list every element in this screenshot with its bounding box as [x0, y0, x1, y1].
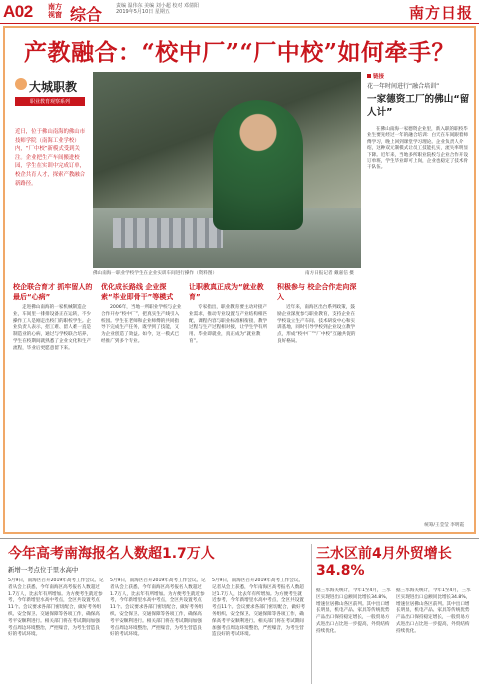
brand-icon [15, 78, 27, 90]
column-heading: 校企联合育才 抓牢留人的最后“心病” [13, 283, 93, 301]
meta-date: 2019年5月10日 星期五 [116, 9, 170, 15]
photo-caption: 佛山南海一职业学校学生在企业实训车间进行操作（资料图） [93, 271, 218, 276]
column-brand [15, 78, 85, 120]
feature-headline: 产教融合：“校中厂”“厂中校”如何牵手？ [24, 39, 455, 66]
story-headline: 今年高考南海报名人数超1.7万人 [8, 546, 215, 562]
photo-credit: 南方日报记者 戴嘉信 摄 [305, 271, 354, 276]
column-heading: 积极参与 校企合作走向深入 [277, 283, 357, 301]
feature-photo [93, 72, 361, 268]
story-text: 5月9日，南海区召开2019年高考工作会议。记者从会上获悉，今年南海区高考报名人数超过1.7万人，比去年有所增加。为方便考生就近参考，今年新增里水高中考点，全区共设置考点11个。会议要求各部门密切配合，做好考务组织、安全保卫、交通保障等各项工作，确保高考平安顺利进行。相关部门将在考试期间加强考点周边环境整治，严控噪音，为考生营造良好的考试环境。 [110, 578, 206, 638]
article-column [101, 280, 183, 528]
article-column [13, 280, 95, 528]
story-gaokao [8, 546, 308, 688]
column-divider [311, 544, 312, 684]
column-text: 2006年，当地一所职业学校与企业合作开办“校中厂”，把真实生产线引入校园。学生在老师和企业师傅的共同指导下完成生产任务，既学到了技能，又为企业创造了效益。如今，这一模式已经推广到多个专业。 [101, 305, 182, 344]
sidebar-body: 在佛山南海一家德资企业里，新入职的职校毕业生要先经过一年的融合培训：白天在车间跟着师傅学习，晚上回到课堂学习理论。企业负责人介绍，这种双元制模式让员工技能扎实，流失率明显下降。近年来，当地多所职业院校与企业合作开设订单班，学生毕业即可上岗，企业也稳定了技术骨干队伍。 [367, 127, 469, 171]
story-text: 据三水海关统计，今年1至4月，三水区实现进出口总额同比增长34.8%，增速位居佛山各区前列。其中出口增长明显，机电产品、家具等传统优势产品出口保持稳定增长，一般贸易方式进出口占比进一步提高，外贸结构持续优化。 [396, 588, 471, 634]
lead-paragraph: 近日，位于佛山南海的佛山市技师学院（南海工业学校）内，“厂中校”新模式受到关注。企业把生产车间搬进校园，学生在实训中完成订单，校企共育人才，探索产教融合新路径。 [15, 129, 86, 187]
column-heading: 优化成长路线 企业探索“毕业即骨干”等模式 [101, 283, 174, 301]
newspaper-logo: 南方日报 [408, 4, 473, 22]
sidebar-kicker: 链接 [367, 72, 471, 80]
sidebar-title: 一家德资工厂的佛山“留人计” [367, 94, 470, 118]
section-name: 综合 [70, 5, 103, 24]
article-columns [13, 280, 363, 528]
story-trade [316, 546, 474, 688]
story-body [8, 578, 308, 688]
column-text: 近年来，南海区出台系列政策，鼓励企业深度参与职业教育，支持企业在学校设立生产车间、技术研发中心和实训基地，同时引导学校到企业设立教学点，形成“校中厂”“厂中校”互融共促的良好格局。 [277, 305, 356, 344]
brand-subtitle: 职业教育观察系列 [15, 97, 85, 106]
story-subhead: 新增一考点位于里水高中 [8, 566, 79, 574]
feature-frame [3, 26, 476, 534]
column-text: 走进佛山南海的一家机械制造企业，车间里一排排设备正在运转，不少操作工人是刚走出校门的职校学生。企业负责人表示，招工难、留人难一直是制造业的心病，通过与学校联合培养，学生在校期间就熟悉了企业文化和生产流程，毕业后更愿意留下来。 [13, 305, 92, 351]
photo-student [213, 100, 303, 230]
bottom-divider [0, 538, 479, 539]
editor-credit: 统筹/王莹莹 李明霞 [424, 523, 464, 528]
sidebar-subtitle: 花一年时间进行“融合培训” [367, 83, 440, 90]
sidebar-link [367, 72, 471, 528]
masthead [0, 0, 479, 24]
page-meta [116, 3, 199, 15]
photo-parts [113, 218, 223, 248]
story-body [316, 588, 474, 688]
meta-staff: 责编 温伟东 美编 刘小超 校对 邓倩阳 [116, 3, 199, 9]
masthead-rule [0, 23, 479, 24]
story-text: 5月9日，南海区召开2019年高考工作会议。记者从会上获悉，今年南海区高考报名人数超过1.7万人，比去年有所增加。为方便考生就近参考，今年新增里水高中考点，全区共设置考点11个。会议要求各部门密切配合，做好考务组织、安全保卫、交通保障等各项工作，确保高考平安顺利进行。相关部门将在考试期间加强考点周边环境整治，严控噪音，为考生营造良好的考试环境。 [212, 578, 306, 638]
edition-number: A02 [3, 2, 33, 21]
story-text: 5月9日，南海区召开2019年高考工作会议。记者从会上获悉，今年南海区高考报名人数超过1.7万人，比去年有所增加。为方便考生就近参考，今年新增里水高中考点，全区共设置考点11个。会议要求各部门密切配合，做好考务组织、安全保卫、交通保障等各项工作，确保高考平安顺利进行。相关部门将在考试期间加强考点周边环境整治，严控噪音，为考生营造良好的考试环境。 [8, 578, 104, 638]
brand-name: 大城职教 [29, 80, 78, 94]
story-headline: 三水区前4月外贸增长34.8% [316, 546, 452, 579]
column-heading: 让职教真正成为“就业教育” [189, 283, 264, 301]
article-column [189, 280, 271, 528]
section-tag: 南方视窗 [48, 3, 62, 19]
article-column [277, 280, 359, 528]
story-text: 据三水海关统计，今年1至4月，三水区实现进出口总额同比增长34.8%，增速位居佛山各区前列。其中出口增长明显，机电产品、家具等传统优势产品出口保持稳定增长，一般贸易方式进出口占比进一步提高，外贸结构持续优化。 [316, 588, 391, 634]
column-text: 专家指出，职业教育要主动对接产业需求，推动专业设置与产业结构相匹配，课程内容与职业标准相衔接，教学过程与生产过程相对接，让学生学有所用、毕业即就业，真正成为“就业教育”。 [189, 305, 268, 344]
